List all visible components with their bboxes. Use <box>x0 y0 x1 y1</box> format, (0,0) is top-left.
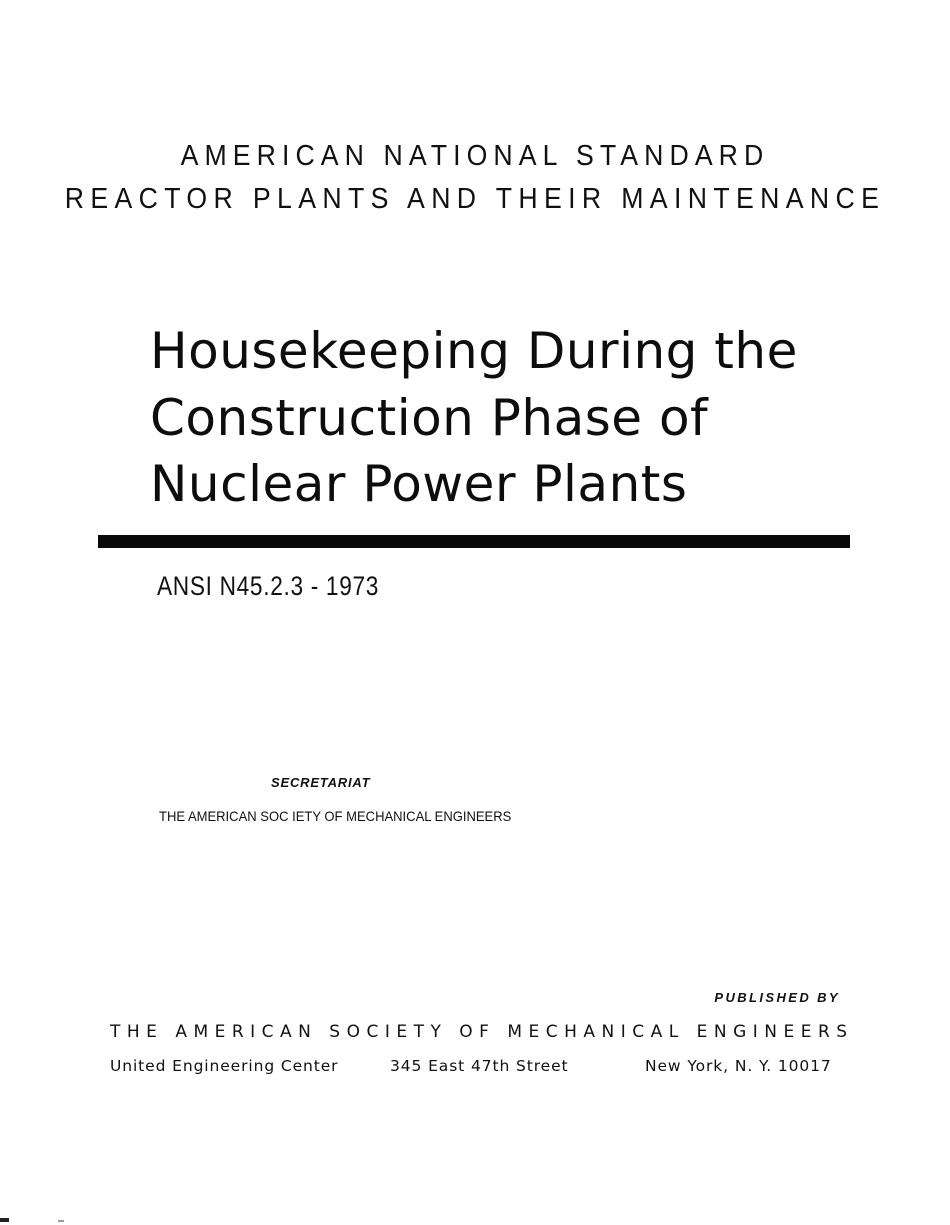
publisher-address-city: New York, N. Y. 10017 <box>645 1057 832 1075</box>
document-title-line-3: Nuclear Power Plants <box>150 455 688 513</box>
scan-speck <box>0 1218 9 1222</box>
publisher-address-street: 345 East 47th Street <box>390 1057 569 1075</box>
title-divider-rule <box>98 535 850 548</box>
publisher-address-building: United Engineering Center <box>110 1057 339 1075</box>
series-heading-line-1: AMERICAN NATIONAL STANDARD <box>180 140 770 172</box>
secretariat-label: SECRETARIAT <box>271 775 371 790</box>
scan-speck <box>58 1220 64 1222</box>
publisher-name: THE AMERICAN SOCIETY OF MECHANICAL ENGINEERS <box>110 1022 854 1042</box>
series-heading-line-2: REACTOR PLANTS AND THEIR MAINTENANCE <box>64 183 886 215</box>
document-title-line-1: Housekeeping During the <box>150 322 798 380</box>
secretariat-organization: THE AMERICAN SOC IETY OF MECHANICAL ENGINEERS <box>159 808 512 824</box>
published-by-label: PUBLISHED BY <box>714 990 840 1005</box>
standard-designation: ANSI N45.2.3 - 1973 <box>157 571 380 601</box>
document-title-line-2: Construction Phase of <box>150 389 709 447</box>
